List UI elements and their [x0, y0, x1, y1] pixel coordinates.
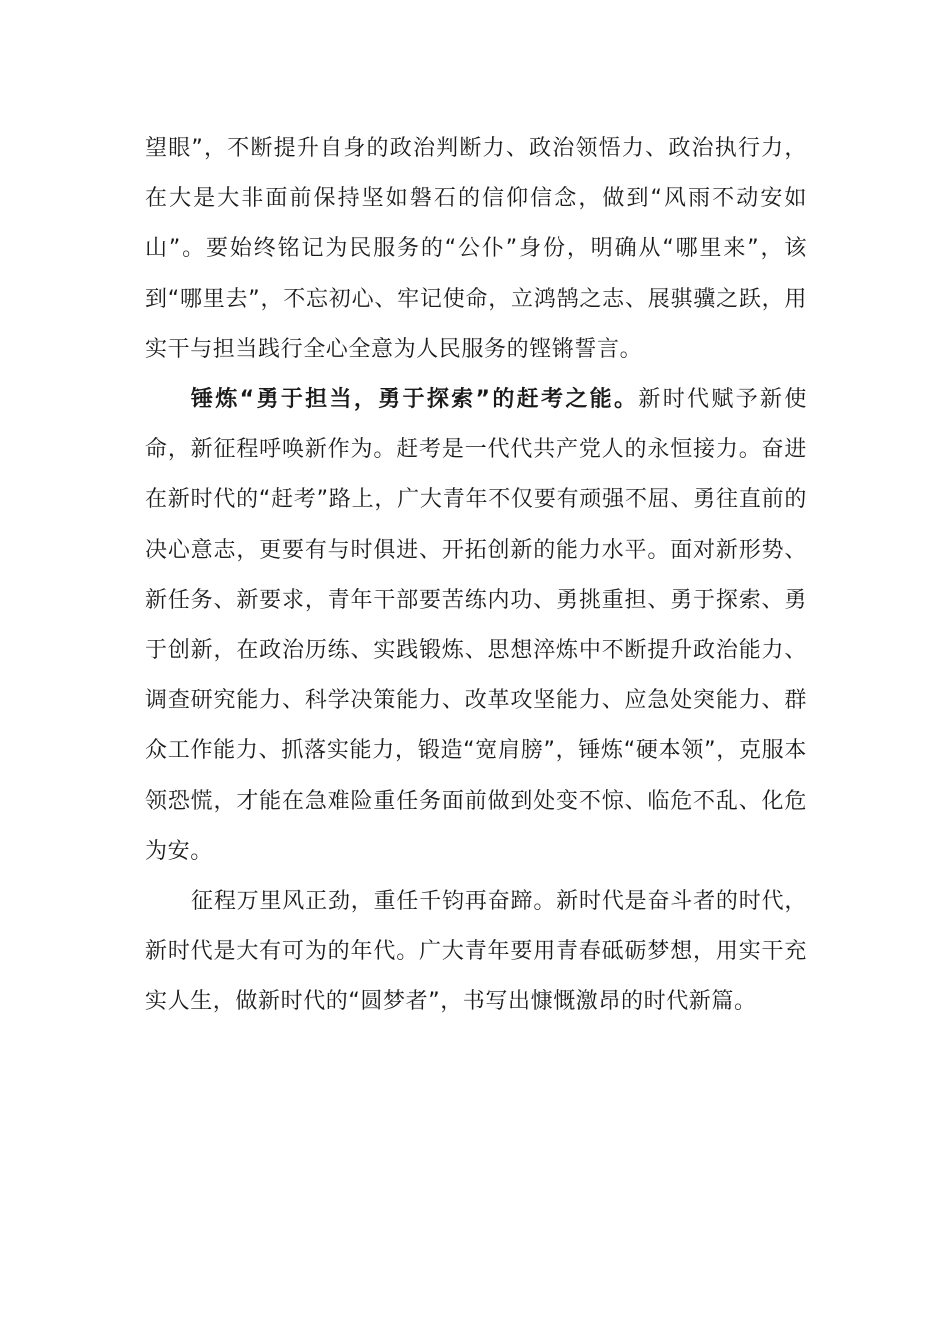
paragraph-lead-heading: 锤炼“勇于担当，勇于探索”的赶考之能。: [191, 387, 639, 413]
paragraph-conclusion: [145, 877, 807, 1028]
paragraph-text: 征程万里风正劲，重任千钧再奋蹄。新时代是奋斗者的时代，新时代是大有可为的年代。广大青年要用青春砥砺梦想，用实干充实人生，做新时代的“圆梦者”，书写出慷慨激昂的时代新篇。: [145, 889, 807, 1015]
paragraph-text: 望眼”，不断提升自身的政治判断力、政治领悟力、政治执行力，在大是大非面前保持坚如磐石的信仰信念，做到“风雨不动安如山”。要始终铭记为民服务的“公仆”身份，明确从“哪里来”，该到“哪里去”，不忘初心、牢记使命，立鸿鹄之志、展骐骥之跃，用实干与担当践行全心全意为人民服务的铿锵誓言。: [145, 136, 807, 362]
paragraph-competence: [145, 375, 807, 877]
paragraph-text: 新时代赋予新使命，新征程呼唤新作为。赶考是一代代共产党人的永恒接力。奋进在新时代的“赶考”路上，广大青年不仅要有顽强不屈、勇往直前的决心意志，更要有与时俱进、开拓创新的能力水平。面对新形势、新任务、新要求，青年干部要苦练内功、勇挑重担、勇于探索、勇于创新，在政治历练、实践锻炼、思想淬炼中不断提升政治能力、调查研究能力、科学决策能力、改革攻坚能力、应急处突能力、群众工作能力、抓落实能力，锻造“宽肩膀”，锤炼“硬本领”，克服本领恐慌，才能在急难险重任务面前做到处变不惊、临危不乱、化危为安。: [145, 387, 807, 864]
document-body: [145, 124, 807, 1028]
paragraph-continuation: [145, 124, 807, 375]
